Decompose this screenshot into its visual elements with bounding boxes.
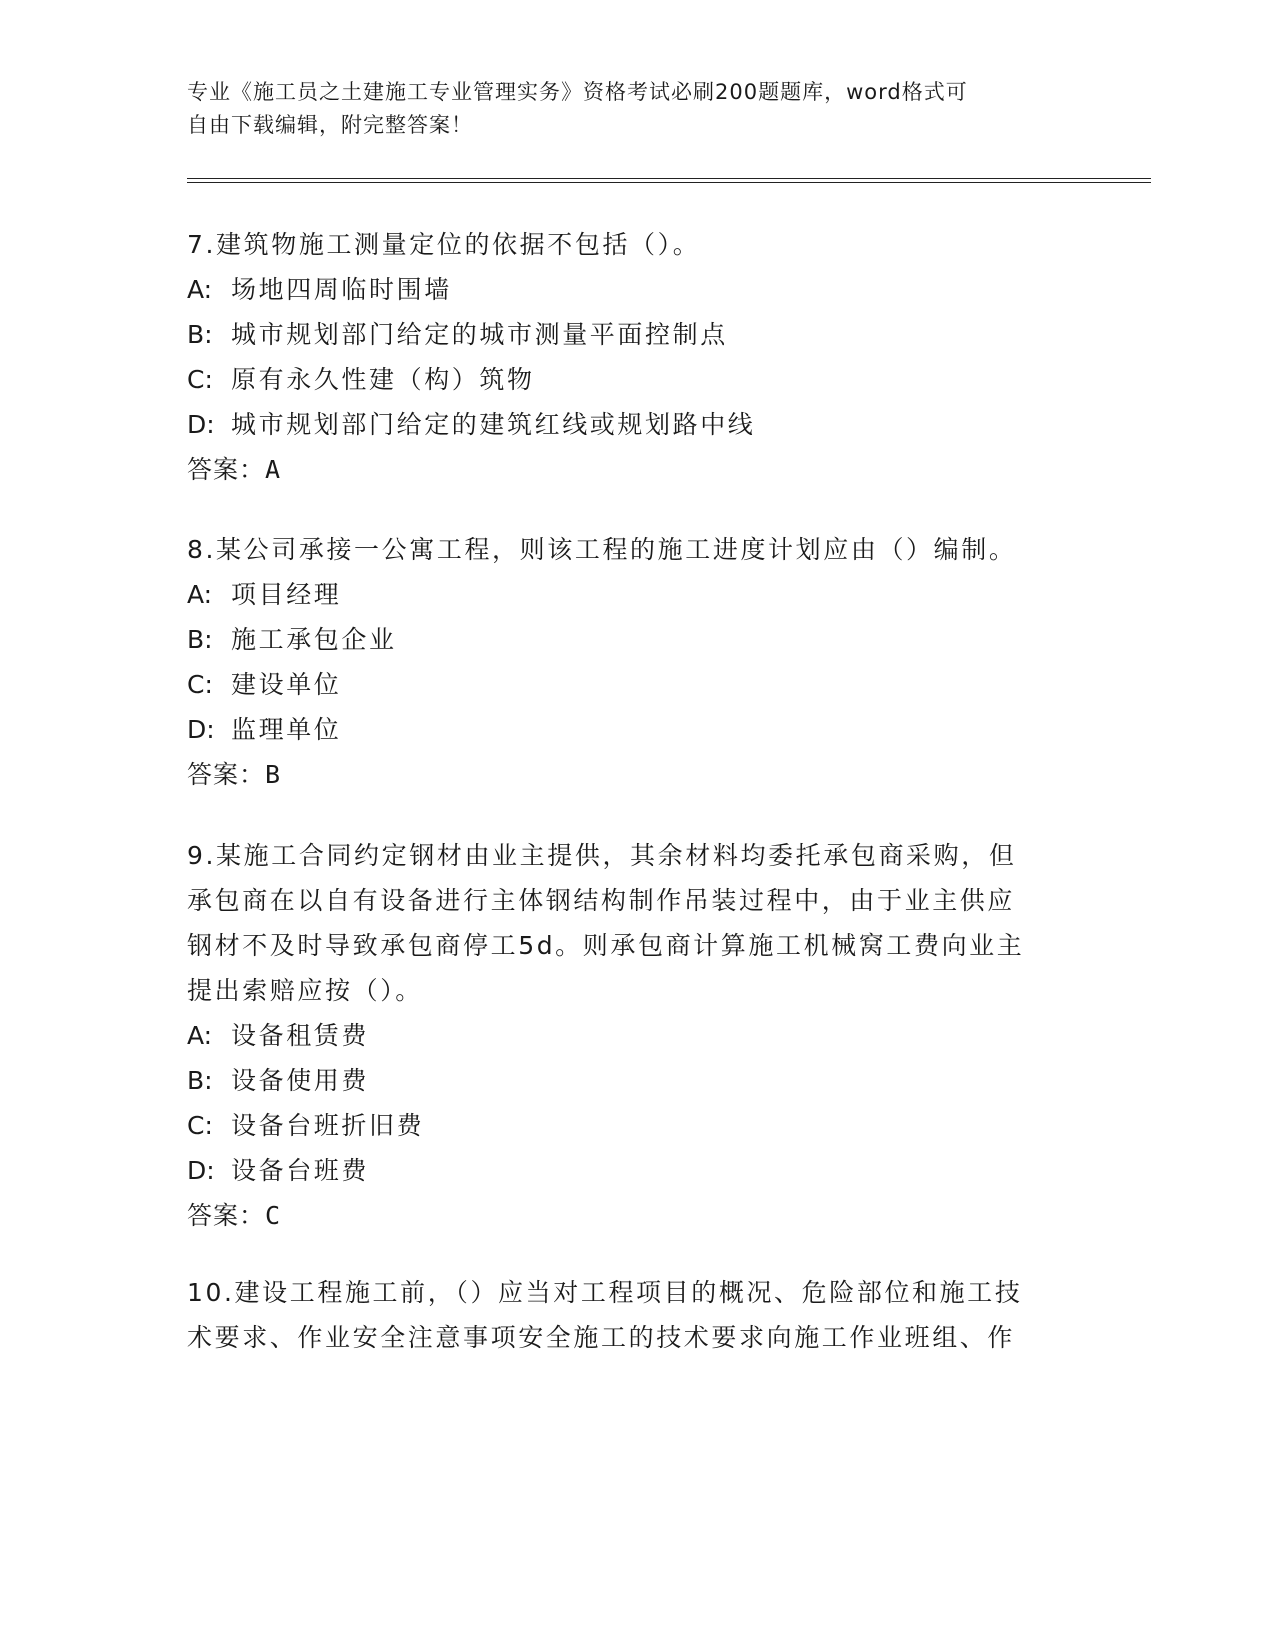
answer-label: 答案：: [187, 1201, 266, 1230]
header-line-1: 专业《施工员之土建施工专业管理实务》资格考试必刷200题题库，word格式可: [187, 80, 968, 104]
question-stem-line: 9.某施工合同约定钢材由业主提供，其余材料均委托承包商采购，但: [187, 841, 1017, 870]
option-letter: A:: [187, 275, 213, 304]
question-stem: 8.某公司承接一公寓工程，则该工程的施工进度计划应由（）编制。: [187, 535, 1017, 564]
header-divider-top: [187, 178, 1151, 179]
option-b: [187, 1058, 1087, 1103]
option-text: 设备台班折旧费: [231, 1111, 425, 1140]
answer-label: 答案：: [187, 760, 266, 789]
question-stem-line: 提出索赔应按（）。: [187, 976, 423, 1005]
option-text: 施工承包企业: [231, 625, 397, 654]
answer-line: [187, 1193, 1087, 1238]
option-c: [187, 357, 1087, 402]
option-letter: A:: [187, 580, 213, 609]
answer-value: C: [265, 1201, 282, 1230]
option-text: 监理单位: [231, 715, 342, 744]
option-letter: D:: [187, 1156, 215, 1185]
header-divider-bottom: [187, 182, 1151, 183]
question-stem: 7.建筑物施工测量定位的依据不包括（）。: [187, 230, 701, 259]
option-text: 城市规划部门给定的建筑红线或规划路中线: [231, 410, 756, 439]
answer-line: [187, 752, 1087, 797]
option-d: [187, 402, 1087, 447]
option-a: [187, 572, 1087, 617]
option-letter: C:: [187, 365, 213, 394]
option-text: 建设单位: [231, 670, 342, 699]
option-c: [187, 1103, 1087, 1148]
option-c: [187, 662, 1087, 707]
question-9: [187, 833, 1087, 1238]
option-letter: B:: [187, 625, 213, 654]
option-text: 项目经理: [231, 580, 342, 609]
question-8: [187, 527, 1087, 797]
option-text: 场地四周临时围墙: [231, 275, 452, 304]
option-letter: B:: [187, 1066, 213, 1095]
option-d: [187, 1148, 1087, 1193]
option-a: [187, 1013, 1087, 1058]
question-7: [187, 222, 1087, 492]
header-line-2: 自由下载编辑，附完整答案！: [187, 113, 473, 137]
answer-value: B: [265, 760, 282, 789]
document-header: [187, 76, 1067, 142]
option-letter: D:: [187, 410, 215, 439]
option-text: 设备租赁费: [231, 1021, 370, 1050]
question-stem-line: 10.建设工程施工前，（）应当对工程项目的概况、危险部位和施工技: [187, 1278, 1023, 1307]
option-text: 原有永久性建（构）筑物: [231, 365, 535, 394]
question-stem-line: 术要求、作业安全注意事项安全施工的技术要求向施工作业班组、作: [187, 1323, 1016, 1352]
option-letter: C:: [187, 670, 213, 699]
option-text: 设备使用费: [231, 1066, 370, 1095]
answer-value: A: [265, 455, 282, 484]
question-10: [187, 1270, 1087, 1360]
question-stem-line: 钢材不及时导致承包商停工5d。则承包商计算施工机械窝工费向业主: [187, 931, 1025, 960]
option-letter: C:: [187, 1111, 213, 1140]
option-b: [187, 312, 1087, 357]
option-letter: A:: [187, 1021, 213, 1050]
question-stem-line: 承包商在以自有设备进行主体钢结构制作吊装过程中，由于业主供应: [187, 886, 1016, 915]
option-a: [187, 267, 1087, 312]
option-b: [187, 617, 1087, 662]
answer-label: 答案：: [187, 455, 266, 484]
option-text: 城市规划部门给定的城市测量平面控制点: [231, 320, 728, 349]
answer-line: [187, 447, 1087, 492]
option-letter: D:: [187, 715, 215, 744]
option-d: [187, 707, 1087, 752]
option-text: 设备台班费: [231, 1156, 370, 1185]
option-letter: B:: [187, 320, 213, 349]
